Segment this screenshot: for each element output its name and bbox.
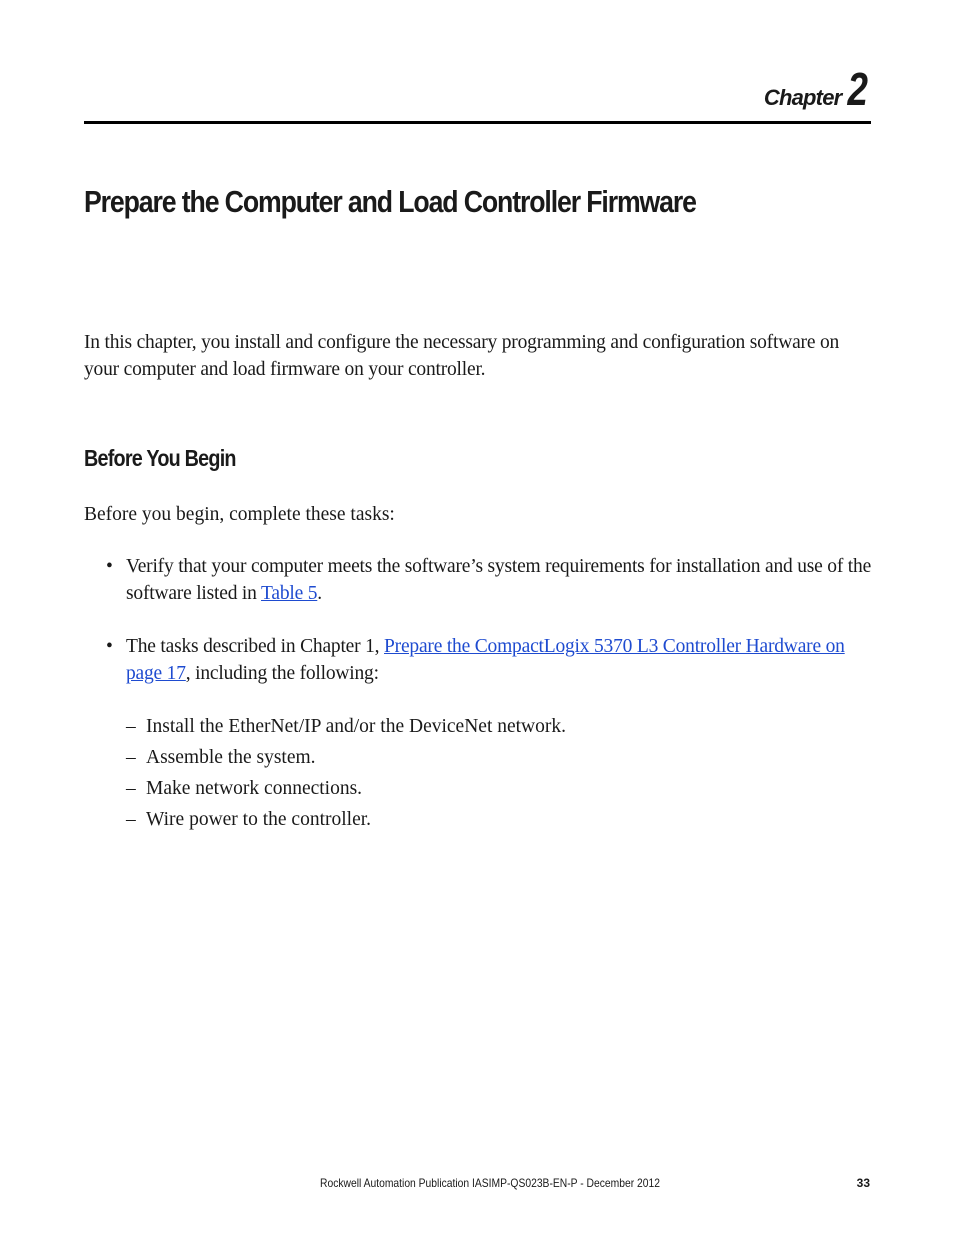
section-lead: Before you begin, complete these tasks: bbox=[84, 504, 395, 525]
list-item-text: Verify that your computer meets the software’s system requirements for installation and use of the software listed in bbox=[126, 556, 872, 604]
bullet-marker: • bbox=[106, 556, 113, 577]
task-list bbox=[84, 553, 874, 713]
chapter-number: 2 bbox=[847, 63, 868, 115]
section-title: Before You Begin bbox=[84, 445, 236, 471]
list-item bbox=[126, 742, 566, 773]
chapter-label: Chapter bbox=[763, 85, 842, 110]
list-item bbox=[126, 804, 566, 835]
footer-publication: Rockwell Automation Publication IASIMP-QS023B-EN-P - December 2012 bbox=[320, 1176, 660, 1190]
table-5-link[interactable]: Table 5 bbox=[261, 583, 318, 604]
page-title: Prepare the Computer and Load Controller Firmware bbox=[84, 184, 696, 219]
list-item bbox=[126, 773, 566, 804]
dash-marker: – bbox=[126, 716, 136, 737]
list-item-text-end: . bbox=[317, 583, 322, 604]
list-item bbox=[126, 711, 566, 742]
dash-marker: – bbox=[126, 778, 136, 799]
bullet-marker: • bbox=[106, 636, 113, 657]
subtask-text: Install the EtherNet/IP and/or the DeviceNet network. bbox=[146, 716, 567, 737]
intro-paragraph: In this chapter, you install and configure the necessary programming and configuration software on your computer and load firmware on your controller. bbox=[84, 332, 840, 380]
list-item-text-end: , including the following: bbox=[185, 663, 379, 684]
page-footer bbox=[0, 1176, 954, 1192]
list-item bbox=[84, 553, 874, 607]
subtask-text: Make network connections. bbox=[146, 778, 363, 799]
footer-page-number: 33 bbox=[856, 1176, 870, 1190]
list-item bbox=[84, 633, 874, 687]
subtask-text: Assemble the system. bbox=[146, 747, 316, 768]
dash-marker: – bbox=[126, 809, 136, 830]
list-item-text: The tasks described in Chapter 1, bbox=[126, 636, 385, 657]
dash-marker: – bbox=[126, 747, 136, 768]
chapter-rule bbox=[84, 121, 871, 124]
chapter-heading bbox=[764, 62, 870, 116]
subtask-list bbox=[126, 711, 566, 835]
chapter-1-link[interactable]: Prepare the CompactLogix 5370 L3 Controller Hardware on page 17 bbox=[126, 636, 845, 684]
subtask-text: Wire power to the controller. bbox=[146, 809, 372, 830]
